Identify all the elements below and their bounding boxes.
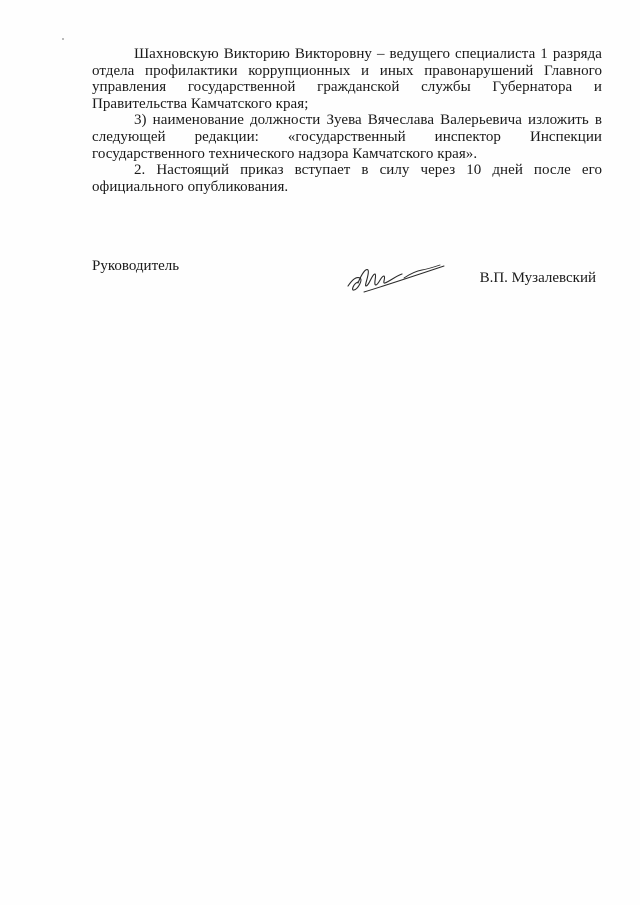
signatory-name: В.П. Музалевский [479,270,596,286]
handwritten-signature [344,256,449,296]
paragraph-effective-date: 2. Настоящий приказ вступает в силу через 10 дней после его официального опубликования. [92,162,602,195]
paragraph-appointee: Шахновскую Викторию Викторовну – ведущего специалиста 1 разряда отдела профилактики коррупционных и иных правонарушений Главного управления государственной гражданской службы Губернатора и Правительства Камчатского края; [92,46,602,112]
scan-artifact [62,38,64,40]
signature-block [92,256,602,296]
document-body [92,46,602,195]
paragraph-position-rename: 3) наименование должности Зуева Вячеслава Валерьевича изложить в следующей редакции: «государственный инспектор Инспекции государственного технического надзора Камчатского края». [92,112,602,162]
signatory-position: Руководитель [92,258,180,274]
